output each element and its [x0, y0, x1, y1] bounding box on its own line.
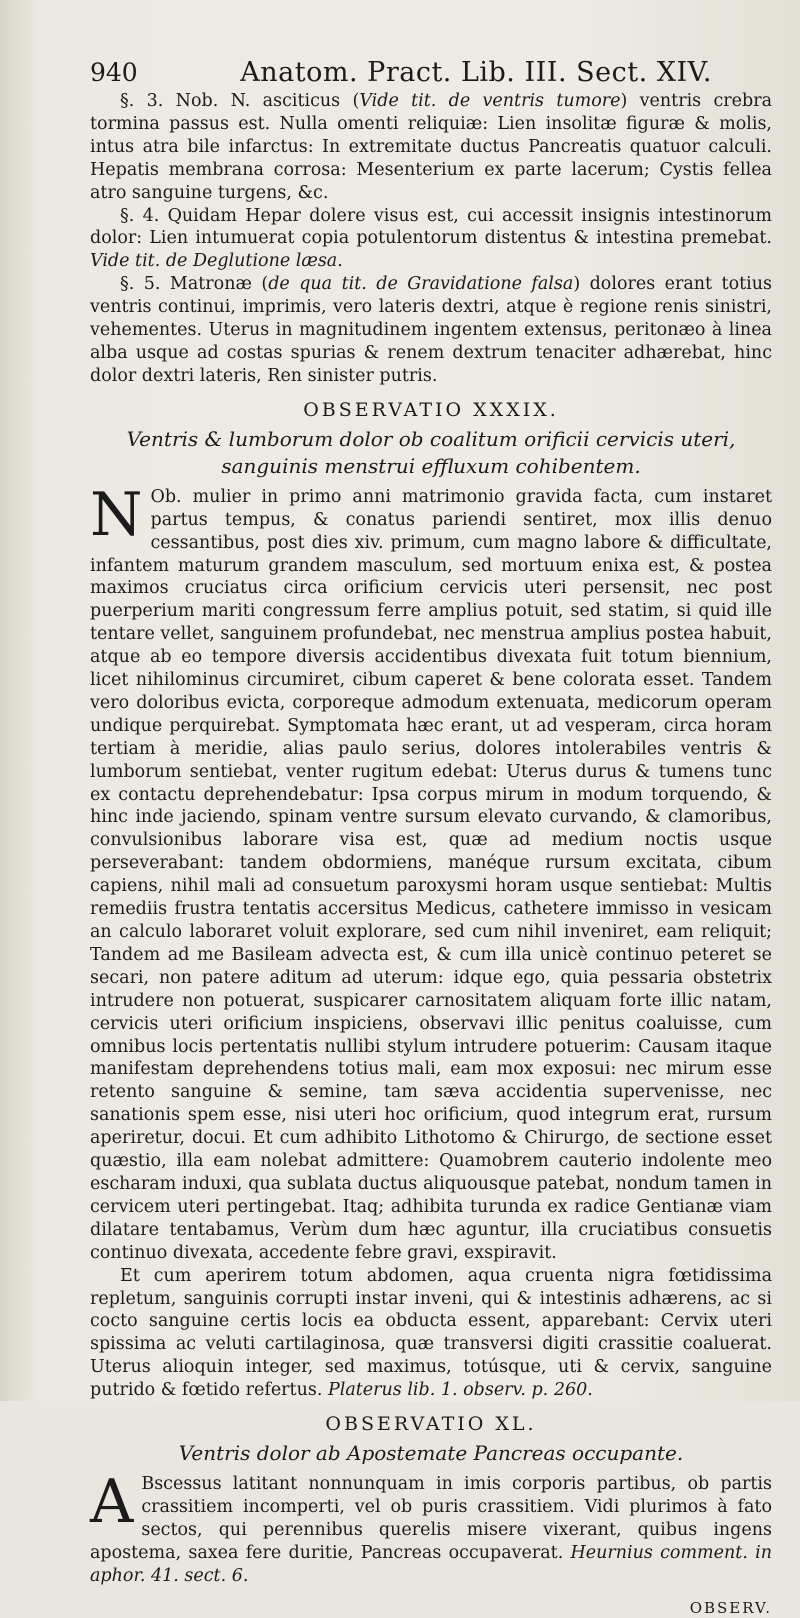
drop-cap: N [90, 479, 143, 550]
text-run: ) dolores erant totius ventris continui, imprimis, vero lateris dextri, atque è regione renis sinistri, vehementes. Uterus in magnitudinem ingentem extensus, peritonæo à linea alba usque ad costas spurias & renem dextrum tenaciter adhærebat, hinc dolor dextri lateris, Ren sinister putris. [90, 274, 772, 386]
catchword: OBSERV. [689, 1598, 772, 1617]
text-run: ) ventris crebra tormina passus est. Nulla omenti reliquiæ: Lien insolitæ figuræ & molis, intus atra bile infarctus: In extremitate ductus Pancreatis quatuor calculi. Hepatis membrana corrosa: Mesenterium ex parte lacerum; Cystis fellea atro sanguine turgens, &c. [90, 91, 772, 203]
observation-39-paragraph-2 [90, 1265, 772, 1402]
text-run: §. 5. Matronæ ( [120, 274, 269, 295]
paragraph-section-4 [90, 205, 772, 274]
citation: Platerus lib. 1. observ. p. 260. [327, 1380, 593, 1401]
observation-39-title: Ventris & lumborum dolor ob coalitum orificii cervicis uteri, sanguinis menstrui effluxum cohibentem. [126, 426, 736, 478]
observation-39-paragraph: Ob. mulier in primo anni matrimonio gravida facta, cum instaret partus tempus, & conatus pariendi sentiret, mox illis denuo cessantibus, post dies xiv. primum, cum magno labore & difficultate, infantem maturum grandem masculum, sed mortuum enixa est, & postea maximos cruciatus circa orificium cervicis uteri persensit, nec post puerperium mariti congressum ferre amplius potuit, sed statim, si quid ille tentare vellet, sanguinem profundebat, nec menstrua amplius postea habuit, atque ab eo tempore diversis accidentibus divexata fuit totum biennium, licet nihilominus circumiret, cibum caperet & bene colorata esset. Tandem vero doloribus evicta, corporeque admodum extenuata, medicorum operam undique perquirebat. Symptomata hæc erant, ut ad vesperam, circa horam tertiam à meridie, alias paulo serius, dolores intolerabiles ventris & lumborum sentiebat, venter rugitum edebat: Uterus durus & tumens tunc ex contactu deprehendebatur: Ipsa corpus mirum in modum torquendo, & hinc inde jaciendo, spinam ventre sursum elevato curvando, & clamoribus, convulsionibus laborare visa est, quæ ad medium noctis usque perseverabant: tandem obdormiens, manéque rursum excitata, cibum capiens, nihil mali ad consuetum paroxysmi horam usque sentiebat: Multis remediis frustra tentatis accersitus Medicus, cathetere immisso in vesicam an calculo laboraret voluit explorare, sed cum nihil inveniret, eam reliquit; Tandem ad me Basileam advecta est, & cum illa unicè continuo peteret se secari, non patere aditum ad uterum: idque ego, quia pessaria obstetrix intrudere non potuerat, suspicarer carnositatem aliquam forte illic natam, cervicis uteri orificium inspiciens, observavi illic penitus coaluisse, cum omnibus locis pertentatis nullibi stylum intrudere potuerim: Causam itaque manifestam deprehendens totius mali, eam mox exposui: nec mirum esse retento sanguine & semine, tam sæva accidentia supervenisse, nec sanationis spem esse, nisi uteri hoc orificium, quod integrum erat, rursum aperiretur, docui. Et cum adhibito Lithotomo & Chirurgo, de sectione esset quæstio, illa eam nolebat admittere: Quamobrem cauterio indolente meo escharam induxi, qua sublata ductus aliquousque patebat, nondum tamen in cervicem uteri pertingebat. Itaq; adhibita turunda ex radice Gentianæ viam dilatare tentabamus, Verùm dum hæc aguntur, illa cruciatibus consuetis continuo divexata, accedente febre gravi, exspiravit. [90, 486, 772, 1263]
observation-40-paragraph [90, 1467, 772, 1588]
observation-40-body [90, 1467, 772, 1588]
page-header [90, 58, 772, 88]
text-run: §. 4. Quidam Hepar dolere visus est, cui accessit insignis intestinorum dolor: Lien intumuerat copia potulentorum distentus & intestina premebat. [90, 205, 772, 249]
running-title: Anatom. Pract. Lib. III. Sect. XIV. [240, 57, 712, 88]
cross-reference: de qua tit. de Gravidatione falsa [268, 274, 574, 295]
cross-reference: Vide tit. de ventris tumore [359, 91, 621, 111]
text-run: Et cum aperirem totum abdomen, aqua cruenta nigra fœtidissima repletum, sanguinis corrupti instar inveni, qui & intestinis adhærens, ac si cocto sanguine certis locis ea obducta essent, apparebant: Cervix uteri spissima ac veluti cartilaginosa, quæ transversi digiti crassitie coaluerat. Uterus alioquin integer, sed maximus, totúsque, uti & cervix, sanguine putrido & fœtido refertus. [90, 1265, 772, 1401]
citation: Heurnius comment. in aphor. 41. sect. 6. [90, 1542, 772, 1586]
cross-reference: Vide tit. de Deglutione læsa. [90, 251, 343, 272]
text-run: §. 3. Nob. N. asciticus ( [120, 91, 360, 111]
paragraph-section-3 [90, 90, 772, 205]
page-number: 940 [90, 58, 138, 87]
observation-40-heading: OBSERVATIO XL. [325, 1413, 537, 1436]
observation-40-title: Ventris dolor ab Apostemate Pancreas occupante. [178, 1441, 684, 1466]
paragraph-section-5 [90, 273, 772, 388]
observation-39-body [90, 479, 772, 1265]
text-run: Bscessus latitant nonnunquam in imis corporis partibus, ob partis crassitiem incomperti, vel ob puris crassitiem. Vidi plurimos à fato sectos, qui perennibus querelis misere vixerant, quibus ingens apostema, saxea fere duritie, Pancreas occupaverat. [90, 1474, 772, 1563]
observation-39-heading: OBSERVATIO XXXIX. [303, 398, 559, 421]
drop-cap: A [90, 1467, 134, 1538]
